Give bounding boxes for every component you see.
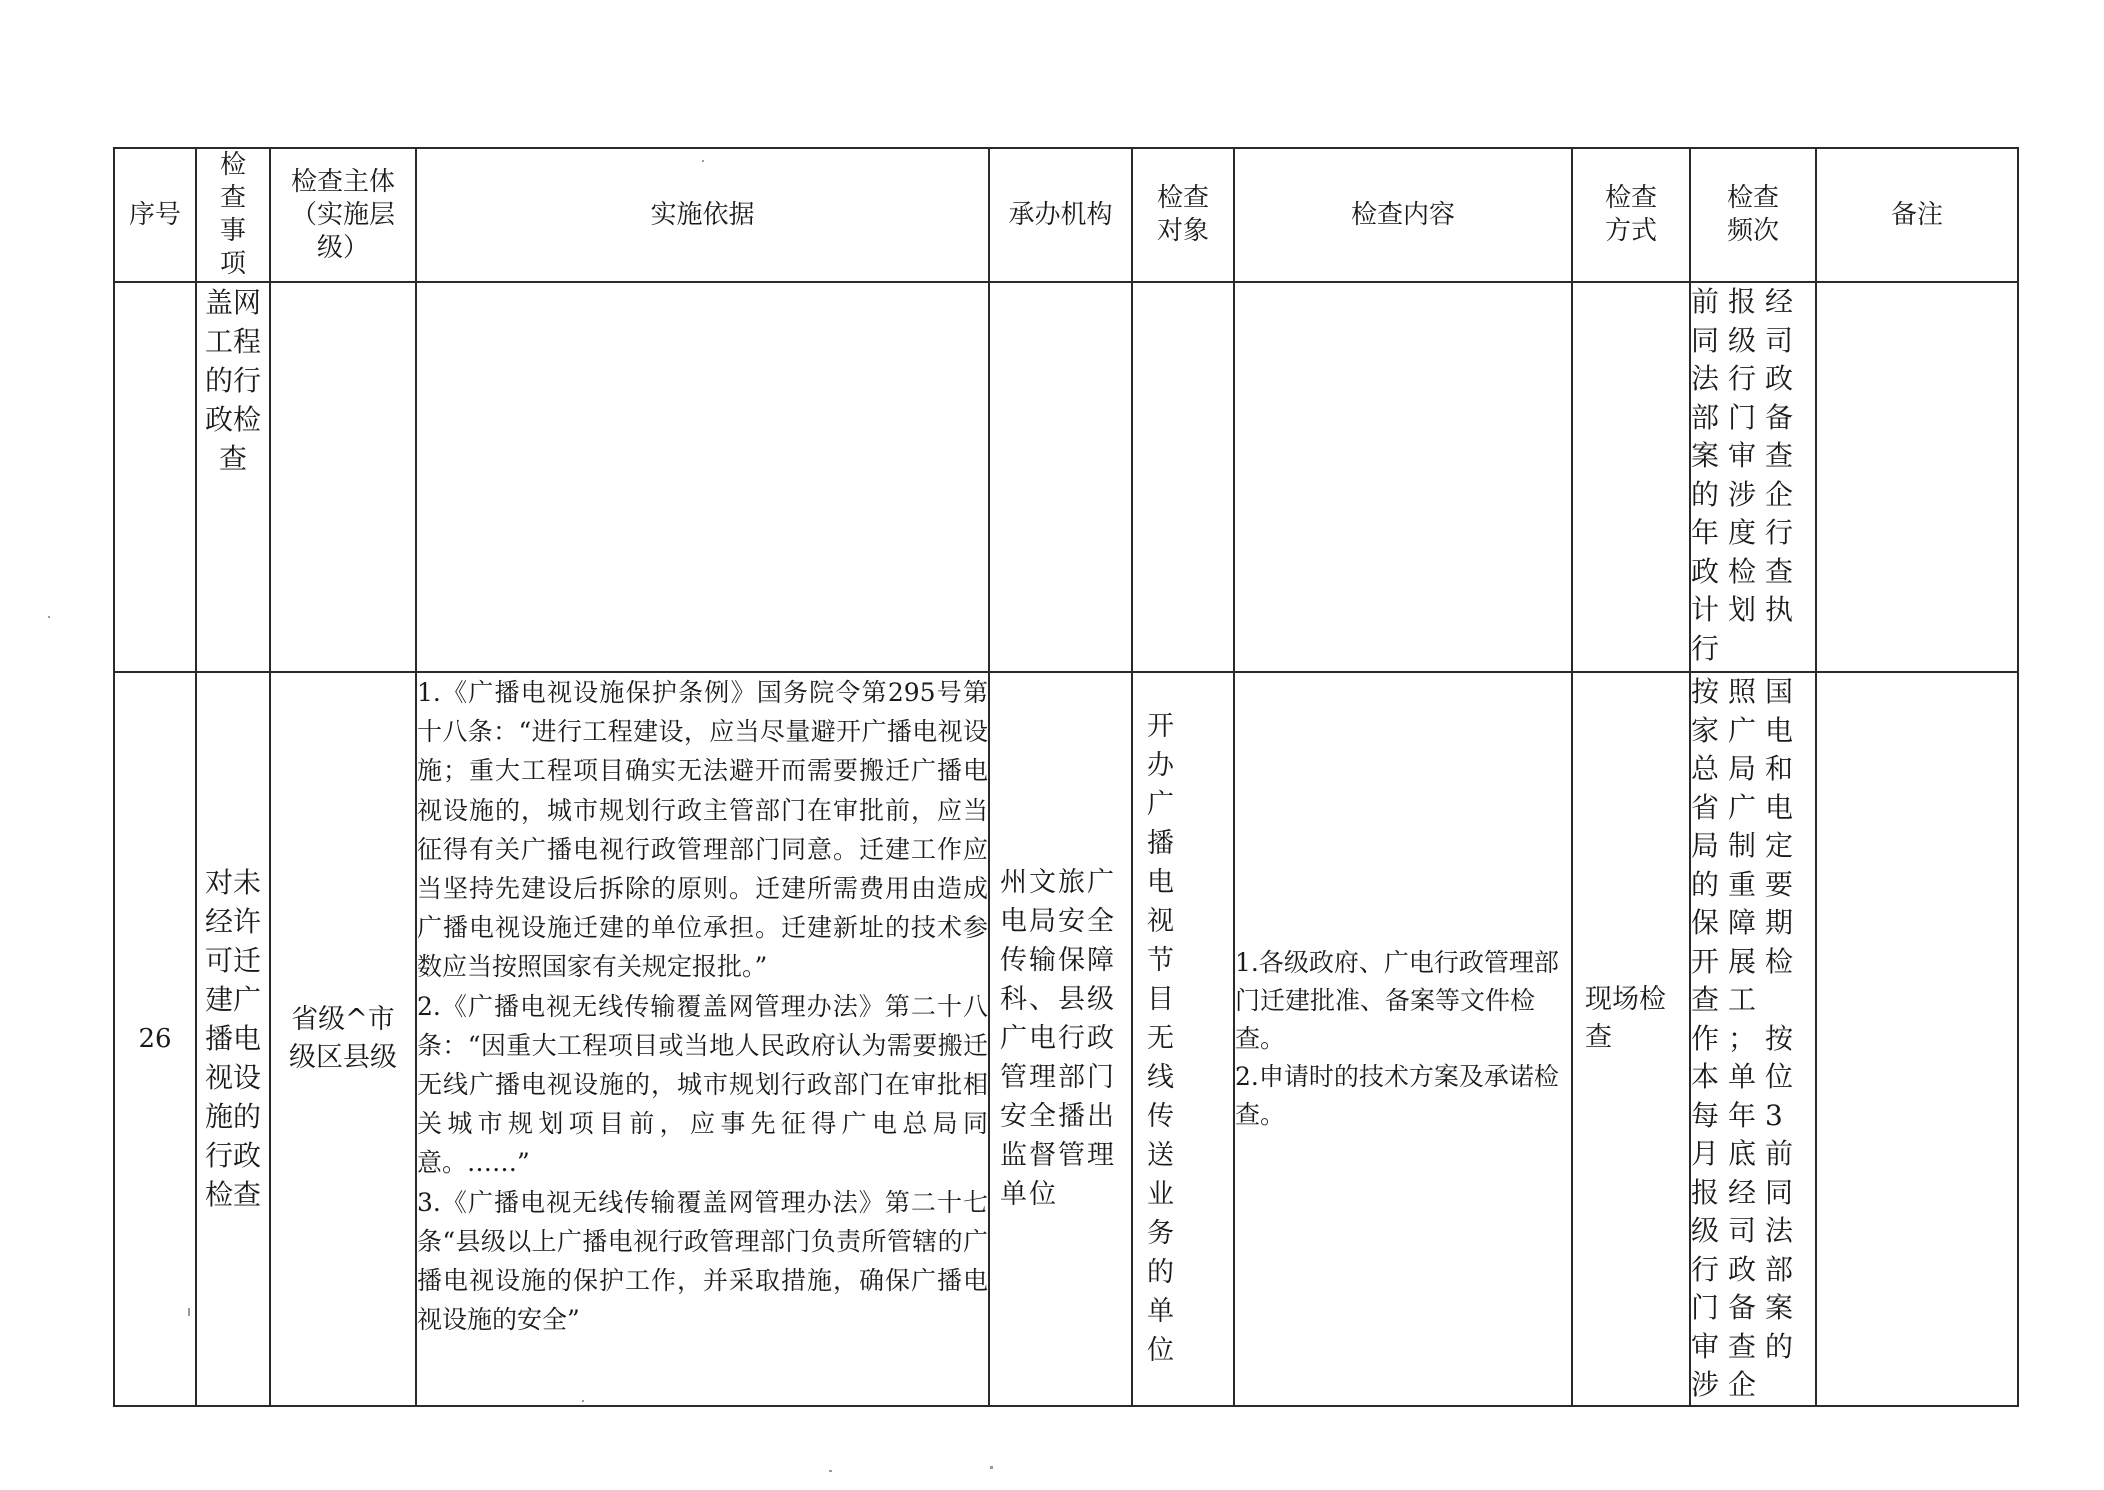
header-method: 检查方式: [1572, 148, 1690, 282]
header-content: 检查内容: [1234, 148, 1572, 282]
cell-method: [1572, 672, 1690, 1406]
subject-text: 省级^市级区县级: [289, 1003, 397, 1073]
inspection-table: [113, 147, 2019, 1407]
cell-content: [1234, 672, 1572, 1406]
target-text: 开办广播电视节目无线传送业务的单位: [1147, 711, 1188, 1367]
scan-speck: [48, 616, 50, 618]
content-item-2: 2.申请时的技术方案及承诺检查。: [1235, 1061, 1559, 1129]
cell-basis: [416, 282, 989, 672]
table-header-row: [114, 148, 2018, 282]
cell-freq: 按照国家广电总局和省广电局制定的重要保障期开展检查工作；按本单位每年3月底前报经同级司法行政部门备案审查的涉企: [1690, 672, 1816, 1406]
table-row: [114, 282, 2018, 672]
cell-method: [1572, 282, 1690, 672]
cell-item: 盖网工程的行政检查: [196, 282, 270, 672]
scan-speck: [702, 160, 704, 162]
table-row: [114, 672, 2018, 1406]
content-item-1: 1.各级政府、广电行政管理部门迁建批准、备案等文件检查。: [1235, 947, 1559, 1053]
cell-org: [989, 282, 1132, 672]
header-basis: 实施依据: [416, 148, 989, 282]
header-freq: 检查频次: [1690, 148, 1816, 282]
header-target: 检查对象: [1132, 148, 1234, 282]
cell-remark: [1816, 282, 2018, 672]
cell-basis: [416, 672, 989, 1406]
basis-item-3: 3.《广播电视无线传输覆盖网管理办法》第二十七条“县级以上广播电视行政管理部门负责所管辖的广播电视设施的保护工作，并采取措施，确保广播电视设施的安全”: [417, 1187, 988, 1335]
header-subject: 检查主体（实施层级）: [270, 148, 416, 282]
cell-content: [1234, 282, 1572, 672]
cell-seq: [114, 282, 196, 672]
cell-subject: [270, 282, 416, 672]
scan-speck: [990, 1466, 993, 1469]
scan-speck: [582, 1400, 584, 1402]
basis-item-1: 1.《广播电视设施保护条例》国务院令第295号第十八条：“进行工程建设，应当尽量避开广播电视设施；重大工程项目确实无法避开而需要搬迁广播电视设施的，城市规划行政主管部门在审批前，应当征得有关广播电视行政管理部门同意。迁建工作应当坚持先建设后拆除的原则。迁建所需费用由造成广播电视设施迁建的单位承担。迁建新址的技术参数应当按照国家有关规定报批。”: [417, 678, 988, 982]
cell-target: [1132, 282, 1234, 672]
cell-remark: [1816, 672, 2018, 1406]
scan-speck: [188, 1308, 190, 1316]
basis-item-2: 2.《广播电视无线传输覆盖网管理办法》第二十八条：“因重大工程项目或当地人民政府认为需要搬迁无线广播电视设施的，城市规划行政部门在审批相关城市规划项目前，应事先征得广电总局同意。……”: [417, 991, 988, 1178]
cell-target: [1132, 672, 1234, 1406]
header-remark: 备注: [1816, 148, 2018, 282]
method-text: 现场检查: [1585, 983, 1666, 1053]
header-seq: 序号: [114, 148, 196, 282]
cell-seq: 26: [114, 672, 196, 1406]
header-org: 承办机构: [989, 148, 1132, 282]
cell-subject: [270, 672, 416, 1406]
header-item: 检查事项: [196, 148, 270, 282]
cell-org: [989, 672, 1132, 1406]
cell-item: 对未经许可迁建广播电视设施的行政检查: [196, 672, 270, 1406]
org-text: 州文旅广电局安全传输保障科、县级广电行政管理部门安全播出监督管理单位: [1000, 867, 1116, 1211]
cell-freq: 前报经同级司法行政部门备案审查的涉企年度行政检查计划执行: [1690, 282, 1816, 672]
scan-speck: [829, 1470, 832, 1472]
